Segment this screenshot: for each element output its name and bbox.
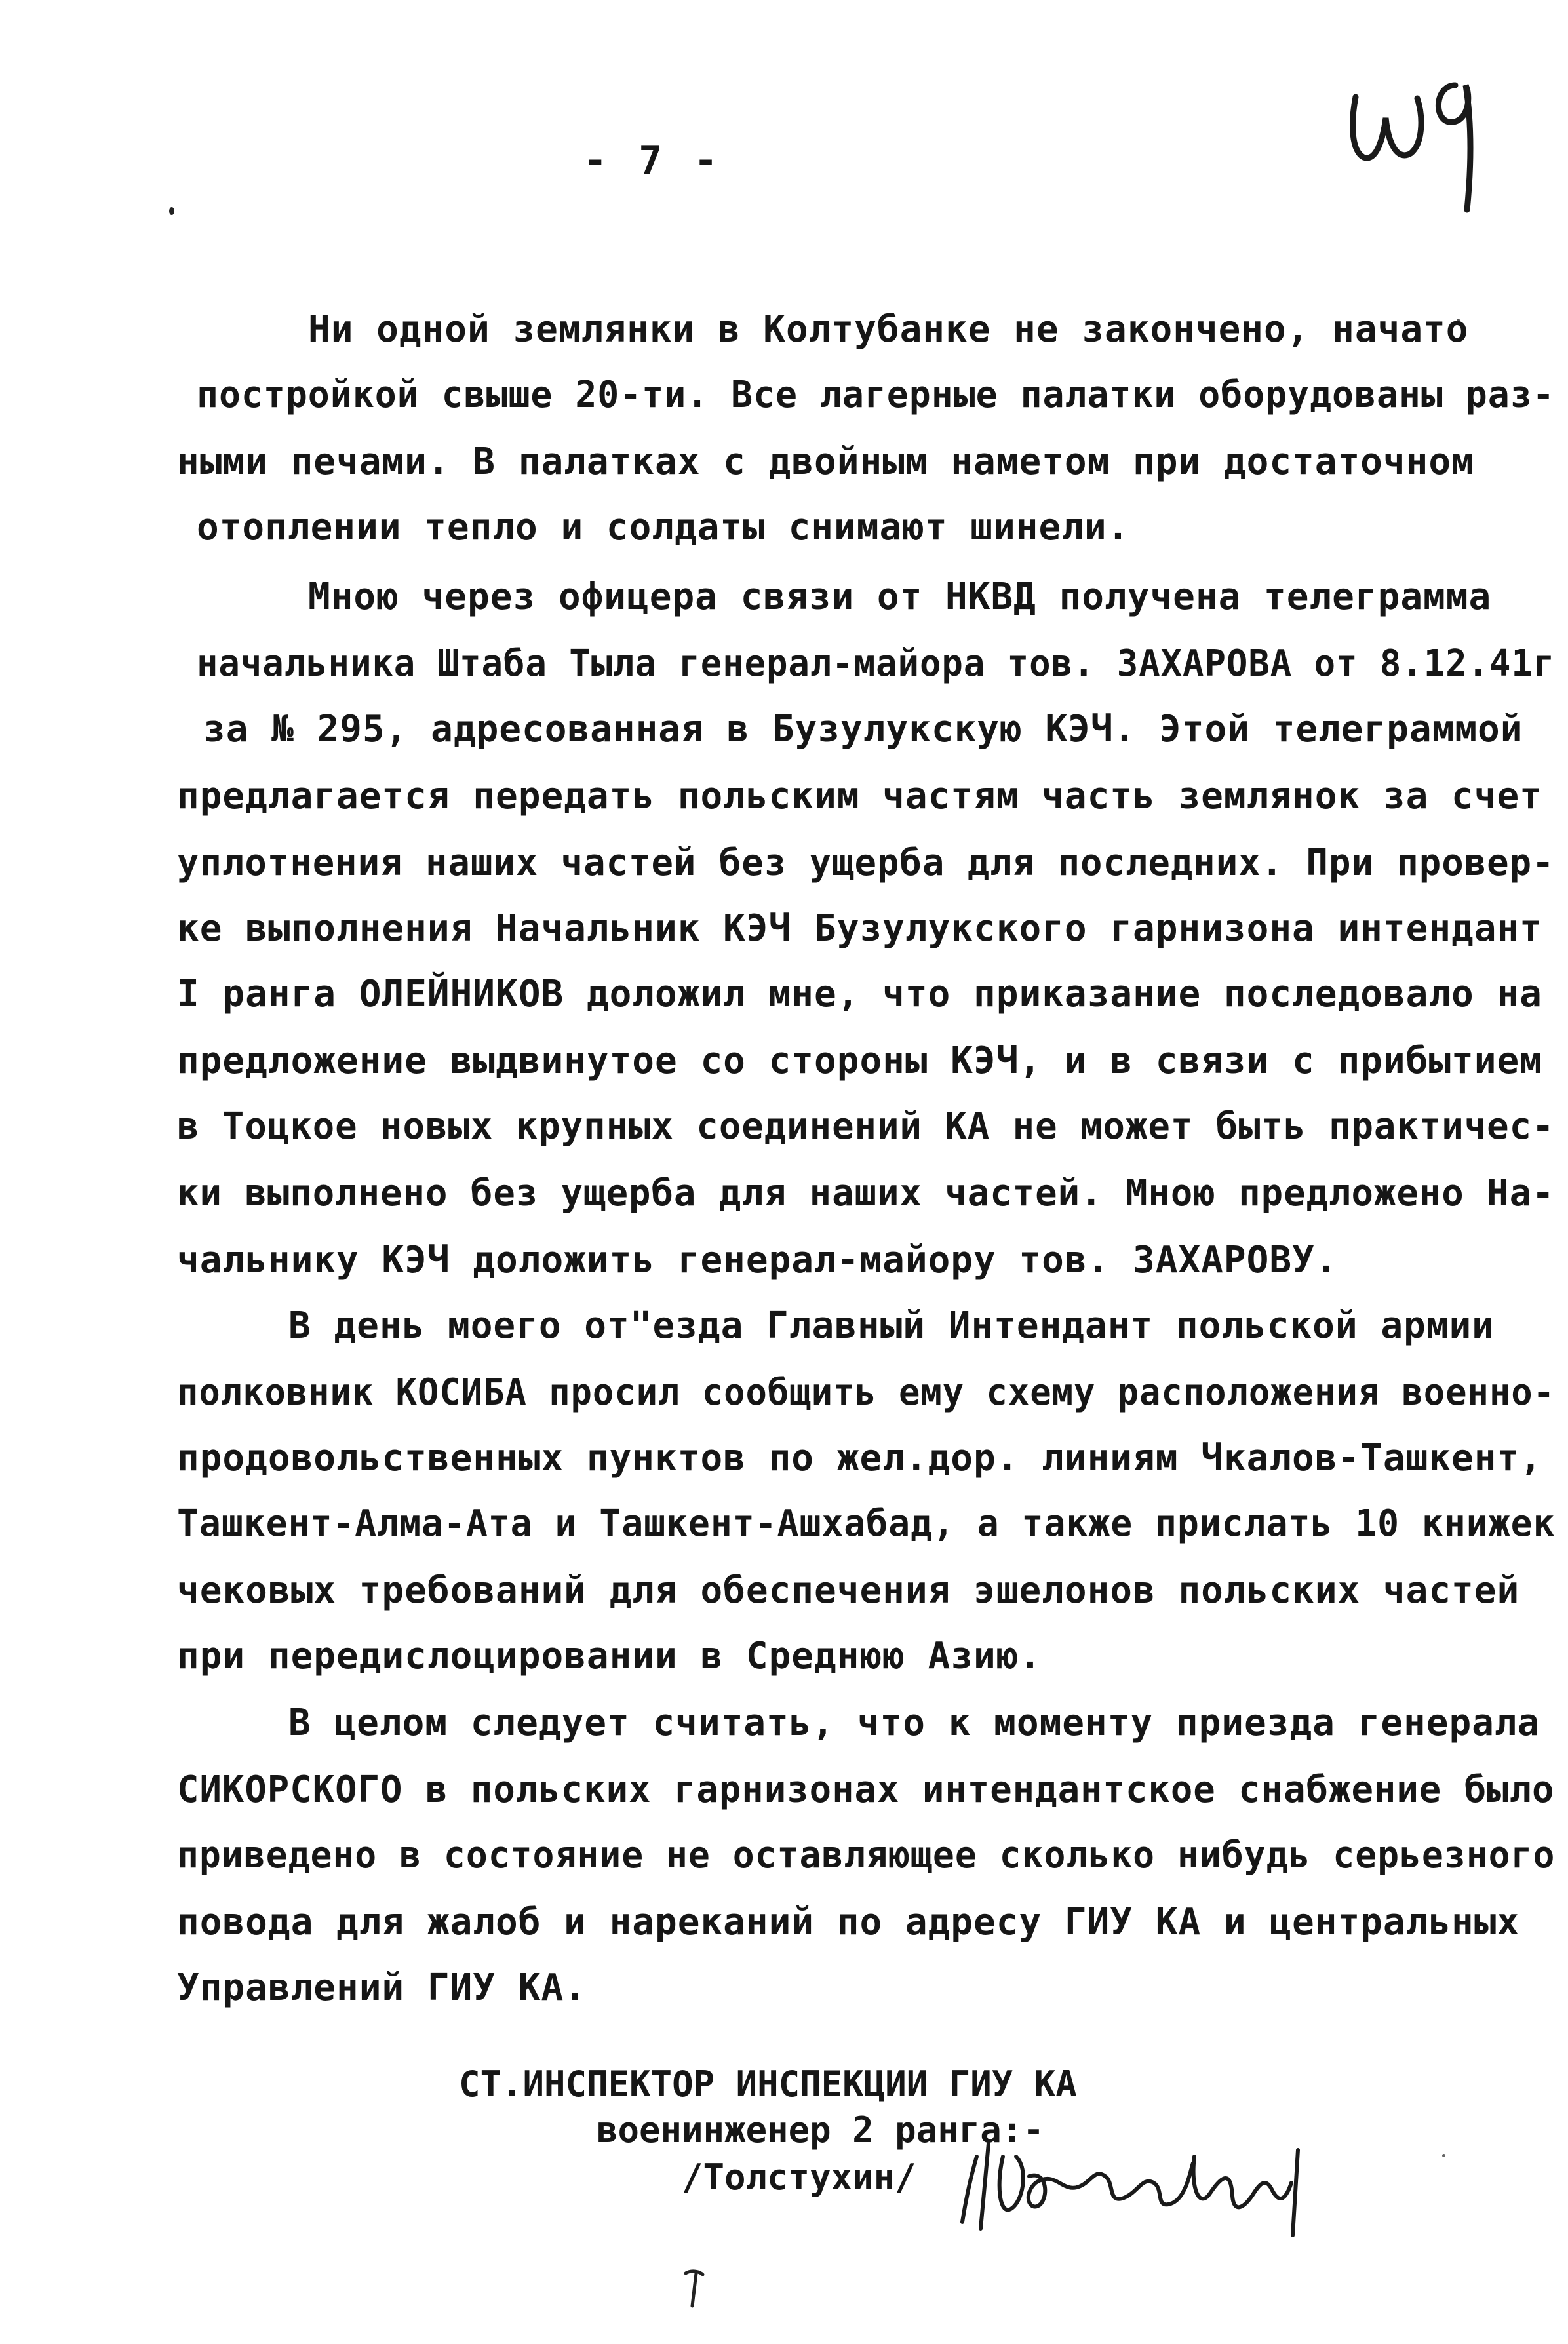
scan-mark-bottom [682,2267,708,2313]
body-line: начальника Штаба Тыла генерал-майора тов. ЗАХАРОВА от 8.12.41г [197,642,1556,685]
body-line: чальнику КЭЧ доложить генерал-майору тов. ЗАХАРОВУ. [177,1239,1338,1281]
body-line: Управлений ГИУ КА. [177,1966,587,2009]
body-line: В день моего от"езда Главный Интендант польской армии [288,1304,1495,1347]
body-line: в Тоцкое новых крупных соединений КА не может быть практичес- [177,1105,1555,1148]
body-line: Ташкент-Алма-Ата и Ташкент-Ашхабад, а также прислать 10 книжек [177,1502,1556,1545]
body-line: полковник КОСИБА просил сообщить ему схему расположения военно- [177,1371,1555,1414]
body-line: ки выполнено без ущерба для наших частей. Мною предложено На- [177,1172,1555,1215]
handwritten-signature [951,2130,1318,2242]
body-line: ными печами. В палатках с двойным наметом при достаточном [177,440,1474,483]
body-line: Ни одной землянки в Колтубанке не закончено, начато [308,308,1469,351]
body-line: отоплении тепло и солдаты снимают шинели. [197,506,1130,549]
page-number: - 7 - [583,138,722,184]
body-line: I ранга ОЛЕЙНИКОВ доложил мне, что приказание последовало на [177,973,1542,1015]
body-line: при передислоцировании в Среднюю Азию. [177,1635,1042,1677]
body-line: В целом следует считать, что к моменту приезда генерала [288,1702,1540,1744]
body-line: приведено в состояние не оставляющее сколько нибудь серьезного [177,1834,1556,1877]
body-line: предлагается передать польским частям часть землянок за счет [177,775,1542,817]
body-line: постройкой свыше 20-ти. Все лагерные палатки оборудованы раз- [197,374,1555,416]
scan-speck [169,207,174,215]
signature-name: /Толстухин/ [682,2157,916,2198]
body-line: предложение выдвинутое со стороны КЭЧ, и в связи с прибытием [177,1040,1542,1082]
body-line: ке выполнения Начальник КЭЧ Бузулукского гарнизона интендант [177,907,1542,950]
body-line: за № 295, адресованная в Бузулукскую КЭЧ. Этой телеграммой [203,708,1523,751]
body-line: уплотнения наших частей без ущерба для последних. При провер- [177,842,1555,884]
scan-speck [1442,2154,1445,2157]
archive-number-handwritten [1337,46,1495,216]
signature-rank: военинженер 2 ранга:- [597,2109,1044,2151]
body-line: СИКОРСКОГО в польских гарнизонах интендантское снабжение было [177,1768,1555,1811]
signature-title: СТ.ИНСПЕКТОР ИНСПЕКЦИИ ГИУ КА [459,2063,1077,2105]
body-line: продовольственных пунктов по жел.дор. линиям Чкалов-Ташкент, [177,1437,1542,1479]
body-line: повода для жалоб и нареканий по адресу ГИУ КА и центральных [177,1901,1520,1944]
body-line: чековых требований для обеспечения эшелонов польских частей [177,1569,1520,1612]
body-line: Мною через офицера связи от НКВД получена телеграмма [308,576,1492,618]
